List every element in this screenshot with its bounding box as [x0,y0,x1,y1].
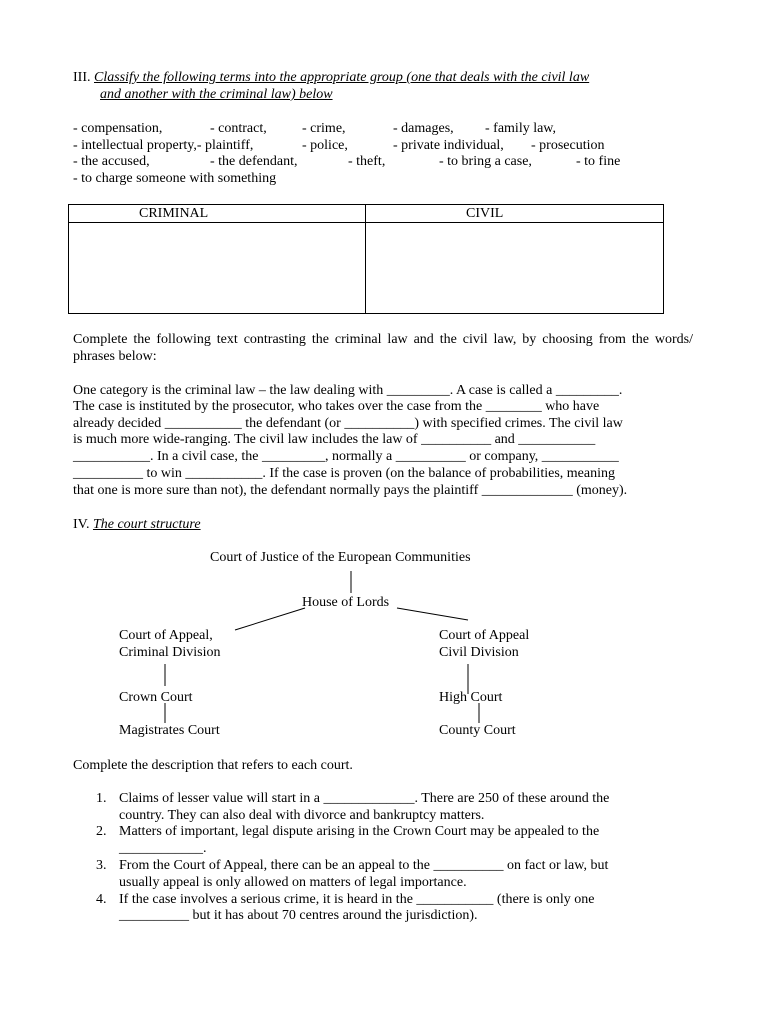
term: - intellectual property,- plaintiff, [73,138,254,153]
court-appeal-criminal-line-2: Criminal Division [119,645,221,660]
term: - family law, [485,121,557,136]
section-3-title-line-1: Classify the following terms into the appropriate group (one that deals with the civil law [94,70,590,85]
court-crown: Crown Court [119,690,193,705]
term: - the accused, [73,154,150,169]
section-3-title-line-2: and another with the criminal law) below [100,87,333,102]
passage-line: __________ to win ___________. If the case is proven (on the balance of probabilities, meaning [73,466,615,481]
passage-line: One category is the criminal law – the law dealing with _________. A case is called a _________. [73,383,623,398]
term: - compensation, [73,121,163,136]
passage-line: is much more wide-ranging. The civil law includes the law of __________ and ___________ [73,432,596,447]
passage-line: ___________. In a civil case, the _________, normally a __________ or company, ___________ [73,449,619,464]
passage-line: already decided ___________ the defendant (or __________) with specified crimes. The civil law [73,416,623,431]
question-line: usually appeal is only allowed on matters of legal importance. [119,875,467,890]
court-appeal-civil-line-2: Civil Division [439,645,519,660]
instructions-text: Complete the following text contrasting the criminal law and the civil law, by choosing from the words/ phrases below: [73,332,693,364]
court-house-of-lords: House of Lords [302,595,390,610]
term: - the defendant, [210,154,298,169]
question-line: From the Court of Appeal, there can be an appeal to the __________ on fact or law, but [119,858,609,873]
term: - to charge someone with something [73,171,277,186]
section-3-numeral: III. [73,70,91,85]
question-line: ____________. [119,841,207,856]
question-number: 1. [96,791,107,806]
question-line: If the case involves a serious crime, it is heard in the ___________ (there is only one [119,892,595,907]
court-high: High Court [439,690,503,705]
section-4-numeral: IV. [73,517,90,532]
term: - prosecution [531,138,605,153]
description-prompt: Complete the description that refers to each court. [73,758,353,773]
term: - theft, [348,154,386,169]
question-line: __________ but it has about 70 centres around the jurisdiction). [119,908,478,923]
court-ecj: Court of Justice of the European Communities [210,550,471,565]
passage-line: that one is more sure than not), the defendant normally pays the plaintiff _____________ (money). [73,483,628,498]
term: - damages, [393,121,454,136]
court-magistrates: Magistrates Court [119,723,220,738]
question-number: 3. [96,858,107,873]
court-appeal-criminal-line-1: Court of Appeal, [119,628,213,643]
question-line: Matters of important, legal dispute arising in the Crown Court may be appealed to the [119,824,600,839]
section-4-title: The court structure [92,517,201,532]
court-county: County Court [439,723,516,738]
term: - to fine [576,154,621,169]
passage-line: The case is instituted by the prosecutor, who takes over the case from the ________ who have [73,399,600,414]
question-number: 2. [96,824,107,839]
term: - crime, [302,121,346,136]
question-line: Claims of lesser value will start in a _____________. There are 250 of these around the [119,791,610,806]
term: - contract, [210,121,267,136]
term: - private individual, [393,138,504,153]
table-header-civil: CIVIL [466,206,504,221]
table-header-criminal: CRIMINAL [139,206,209,221]
term: - police, [302,138,348,153]
question-number: 4. [96,892,107,907]
question-line: country. They can also deal with divorce and bankruptcy matters. [119,808,485,823]
term: - to bring a case, [439,154,532,169]
court-appeal-civil-line-1: Court of Appeal [439,628,530,643]
